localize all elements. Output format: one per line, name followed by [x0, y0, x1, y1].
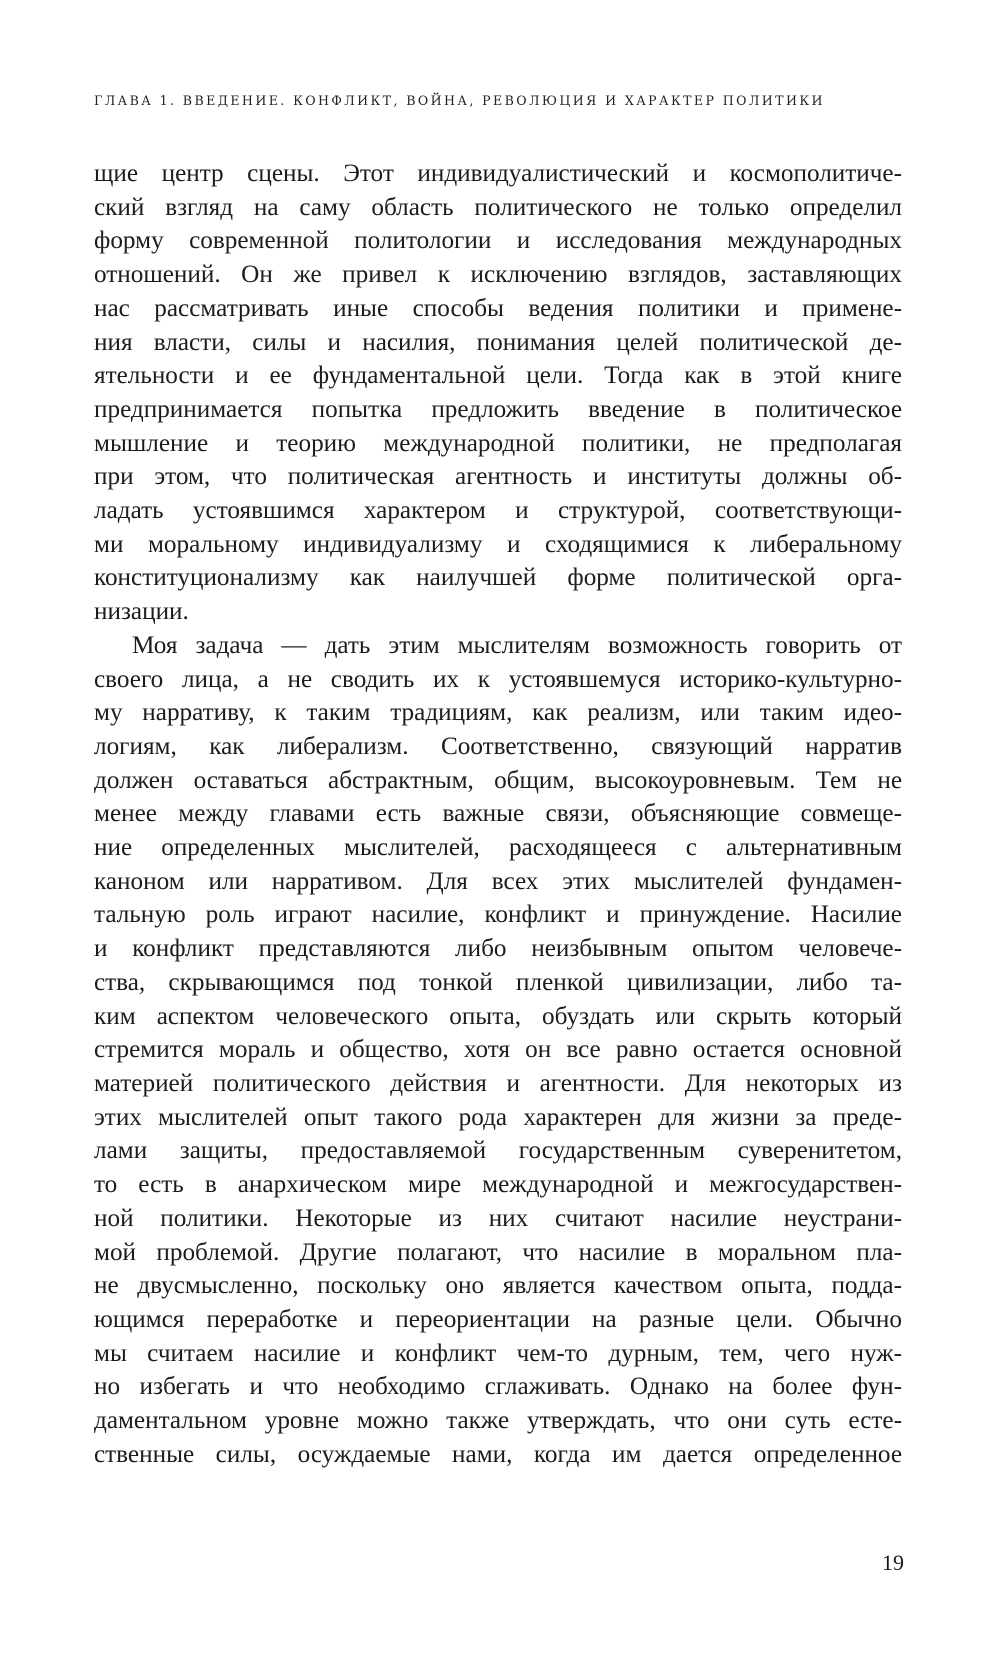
text-line: ной политики. Некоторые из них считают насилие неустрани- [94, 1204, 902, 1232]
text-line: то есть в анархическом мире международной и межгосударствен- [94, 1171, 902, 1199]
text-line: нас рассматривать иные способы ведения политики и примене- [94, 294, 902, 322]
text-line: низации. [94, 598, 189, 626]
text-line: предпринимается попытка предложить введение в политическое [94, 395, 902, 423]
text-line: мы считаем насилие и конфликт чем-то дурным, тем, чего нуж- [94, 1339, 902, 1367]
text-line: ния власти, силы и насилия, понимания целей политической де- [94, 328, 902, 356]
text-line: ким аспектом человеческого опыта, обуздать или скрыть который [94, 1002, 902, 1030]
body-text [94, 157, 902, 1471]
text-line: лами защиты, предоставляемой государственным суверенитетом, [94, 1137, 902, 1165]
text-line: Моя задача — дать этим мыслителям возможность говорить от [132, 631, 902, 659]
text-line: ладать устоявшимся характером и структурой, соответствующи- [94, 497, 902, 525]
text-line: тальную роль играют насилие, конфликт и принуждение. Насилие [94, 901, 902, 929]
text-line: даментальном уровне можно также утверждать, что они суть есте- [94, 1407, 902, 1435]
running-head: ГЛАВА 1. ВВЕДЕНИЕ. КОНФЛИКТ, ВОЙНА, РЕВОЛЮЦИЯ И ХАРАКТЕР ПОЛИТИКИ [94, 93, 825, 108]
text-line: материей политического действия и агентности. Для некоторых из [94, 1069, 902, 1097]
text-line: ятельности и ее фундаментальной цели. Тогда как в этой книге [94, 362, 902, 390]
paragraph-1 [94, 157, 902, 629]
text-line: ский взгляд на саму область политического не только определил [94, 193, 902, 221]
text-line: ми моральному индивидуализму и сходящимися к либеральному [94, 530, 902, 558]
text-line: му нарративу, к таким традициям, как реализм, или таким идео- [94, 699, 902, 727]
text-line: конституционализму как наилучшей форме политической орга- [94, 564, 902, 592]
text-line: должен оставаться абстрактным, общим, высокоуровневым. Тем не [94, 766, 902, 794]
text-line: мышление и теорию международной политики, не предполагая [94, 429, 902, 457]
text-line: мой проблемой. Другие полагают, что насилие в моральном пла- [94, 1238, 902, 1266]
text-line: ства, скрывающимся под тонкой пленкой цивилизации, либо та- [94, 968, 902, 996]
text-line: логиям, как либерализм. Соответственно, связующий нарратив [94, 732, 902, 760]
page-number: 19 [882, 1550, 904, 1575]
text-line: стремится мораль и общество, хотя он все равно остается основной [94, 1036, 902, 1064]
paragraph-2 [94, 629, 902, 1472]
text-line: отношений. Он же привел к исключению взглядов, заставляющих [94, 261, 902, 289]
text-line: ющимся переработке и переориентации на разные цели. Обычно [94, 1305, 902, 1333]
text-line: своего лица, а не сводить их к устоявшемуся историко-культурно- [94, 665, 902, 693]
text-line: щие центр сцены. Этот индивидуалистический и космополитиче- [94, 160, 902, 187]
text-line: и конфликт представляются либо неизбывным опытом человече- [94, 935, 902, 963]
text-line: ние определенных мыслителей, расходящееся с альтернативным [94, 834, 902, 862]
text-line: этих мыслителей опыт такого рода характерен для жизни за преде- [94, 1103, 902, 1131]
text-line: ственные силы, осуждаемые нами, когда им дается определенное [94, 1440, 902, 1468]
text-line: не двусмысленно, поскольку оно является качеством опыта, подда- [94, 1272, 902, 1300]
text-line: каноном или нарративом. Для всех этих мыслителей фундамен- [94, 867, 902, 895]
text-line: но избегать и что необходимо сглаживать. Однако на более фун- [94, 1373, 902, 1401]
text-line: менее между главами есть важные связи, объясняющие совмеще- [94, 800, 902, 828]
text-line: форму современной политологии и исследования международных [94, 227, 902, 255]
text-line: при этом, что политическая агентность и институты должны об- [94, 463, 902, 491]
